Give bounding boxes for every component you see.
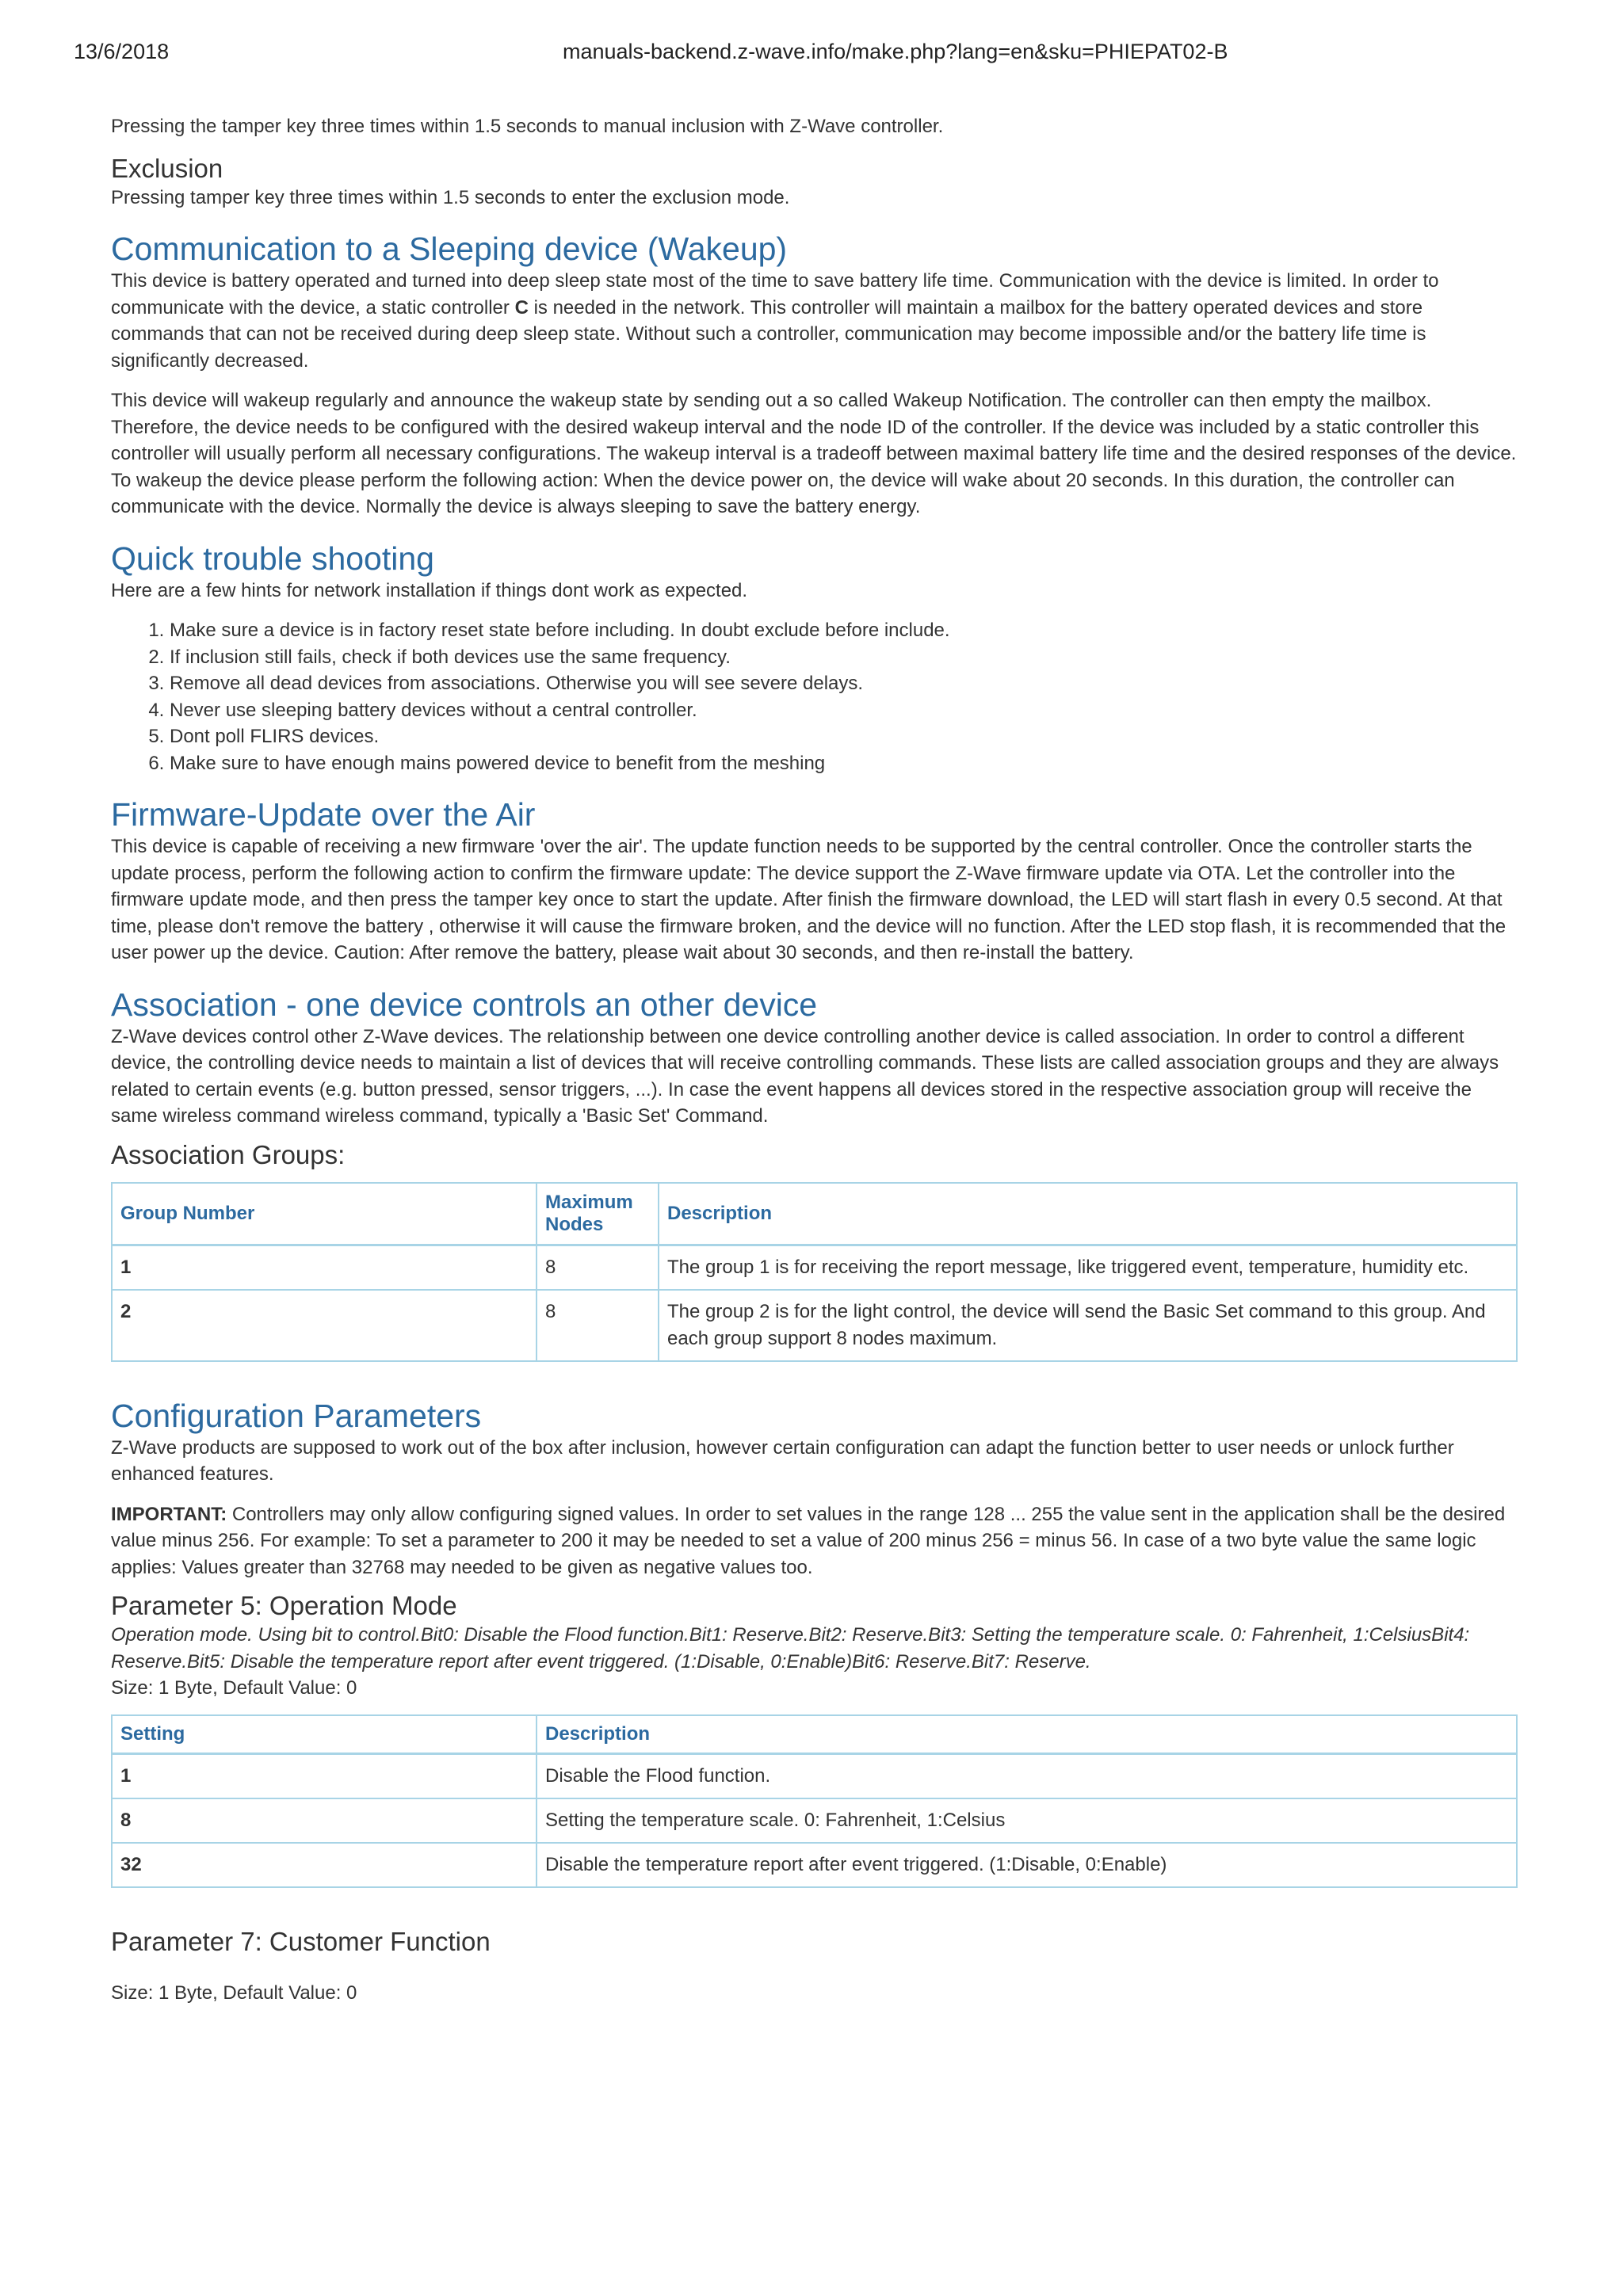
firmware-heading: Firmware-Update over the Air: [111, 796, 536, 833]
column-header: Maximum Nodes: [537, 1183, 659, 1245]
configuration-heading: Configuration Parameters: [111, 1397, 482, 1434]
group-description: The group 2 is for the light control, the device will send the Basic Set command to this group. And each group support 8 nodes maximum.: [659, 1290, 1517, 1361]
list-item: 6. Make sure to have enough mains powered device to benefit from the meshing: [170, 750, 1518, 777]
association-groups-table: [111, 1182, 1518, 1362]
troubleshooting-heading: Quick trouble shooting: [111, 540, 434, 577]
list-item: 2. If inclusion still fails, check if both devices use the same frequency.: [170, 644, 1518, 671]
table-row: [112, 1245, 1517, 1290]
setting-value: 32: [112, 1843, 537, 1887]
list-item: 3. Remove all dead devices from associations. Otherwise you will see severe delays.: [170, 670, 1518, 697]
setting-value: 8: [112, 1798, 537, 1843]
list-item: 4. Never use sleeping battery devices without a central controller.: [170, 697, 1518, 724]
firmware-text: This device is capable of receiving a new firmware 'over the air'. The update function needs to be supported by the central controller. Once the controller starts the update process, perform the following action to confirm the firmware update: The device support the Z-Wave firmware update via OTA. Let the controller into the firmware update mode, and then press the tamper key once to start the update. After finish the firmware download, the LED will start flash in every 0.5 second. At that time, please don't remove the battery , otherwise it will cause the firmware broken, and the device will no function. After the LED stop flash, it is recommended that the user power up the device. Caution: After remove the battery, please wait about 30 seconds, and then re-install the battery.: [111, 836, 1507, 963]
exclusion-heading: Exclusion: [111, 153, 223, 183]
list-item: 1. Make sure a device is in factory reset state before including. In doubt exclude before include.: [170, 617, 1518, 644]
exclusion-text: Pressing tamper key three times within 1.5 seconds to enter the exclusion mode.: [111, 186, 790, 208]
group-number: 2: [112, 1290, 537, 1361]
inclusion-text: Pressing the tamper key three times within 1.5 seconds to manual inclusion with Z-Wave controller.: [111, 116, 944, 137]
print-header: [0, 40, 1623, 71]
configuration-intro: Z-Wave products are supposed to work out of the box after inclusion, however certain configuration can adapt the function better to user needs or unlock further enhanced features.: [111, 1436, 1454, 1485]
column-header: Description: [537, 1715, 1517, 1754]
manual-content: [111, 113, 1518, 2006]
column-header: Description: [659, 1183, 1517, 1245]
table-header-row: [112, 1183, 1517, 1245]
table-row: [112, 1843, 1517, 1887]
troubleshooting-intro: Here are a few hints for network installation if things dont work as expected.: [111, 579, 748, 601]
column-header: Setting: [112, 1715, 537, 1754]
table-header-row: [112, 1715, 1517, 1754]
column-header: Group Number: [112, 1183, 537, 1245]
wakeup-paragraph-2: This device will wakeup regularly and announce the wakeup state by sending out a so called Wakeup Notification. The controller can then empty the mailbox. Therefore, the device needs to be configured with the desired wakeup interval and the node ID of the controller. If the device was included by a static controller this controller will usually perform all necessary configurations. The wakeup interval is a tradeoff between maximal battery life time and the desired responses of the device. To wakeup the device please perform the following action: When the device power on, the device will wake about 20 seconds. In this duration, the controller can communicate with the device. Normally the device is always sleeping to save the battery energy.: [111, 390, 1517, 517]
troubleshooting-list: [111, 617, 1518, 776]
list-item: 5. Dont poll FLIRS devices.: [170, 723, 1518, 750]
wakeup-paragraph-1: This device is battery operated and turned into deep sleep state most of the time to save battery life time. Communication with the device is limited. In order to communicate with the device, a static controller C is needed in the network. This controller will maintain a mailbox for the battery operated devices and store commands that can not be received during deep sleep state. Without such a controller, communication may become impossible and/or the battery life time is significantly decreased.: [111, 270, 1439, 372]
table-row: [112, 1290, 1517, 1361]
group-number: 1: [112, 1245, 537, 1290]
param7-size: Size: 1 Byte, Default Value: 0: [111, 1981, 357, 2004]
setting-description: Disable the temperature report after event triggered. (1:Disable, 0:Enable): [537, 1843, 1517, 1887]
param7-heading: Parameter 7: Customer Function: [111, 1926, 491, 1956]
print-date: 13/6/2018: [74, 40, 170, 63]
association-heading: Association - one device controls an other device: [111, 986, 818, 1023]
max-nodes: 8: [537, 1245, 659, 1290]
max-nodes: 8: [537, 1290, 659, 1361]
setting-value: 1: [112, 1753, 537, 1798]
wakeup-heading: Communication to a Sleeping device (Wakeup): [111, 231, 788, 267]
setting-description: Setting the temperature scale. 0: Fahrenheit, 1:Celsius: [537, 1798, 1517, 1843]
param5-size: Size: 1 Byte, Default Value: 0: [111, 1677, 357, 1699]
param5-settings-table: [111, 1714, 1518, 1888]
table-row: [112, 1753, 1517, 1798]
param5-description: Operation mode. Using bit to control.Bit0: Disable the Flood function.Bit1: Reserve.Bit2: Reserve.Bit3: Setting the temperature scale. 0: Fahrenheit, 1:CelsiusBit4: Reserve.Bit5: Disable the temperature report after event triggered. (1:Disable, 0:Enable)Bit6: Reserve.Bit7: Reserve.: [111, 1624, 1470, 1672]
param5-heading: Parameter 5: Operation Mode: [111, 1591, 457, 1620]
association-groups-heading: Association Groups:: [111, 1139, 346, 1169]
print-url: manuals-backend.z-wave.info/make.php?lang=en&sku=PHIEPAT02-B: [563, 40, 1228, 63]
association-text: Z-Wave devices control other Z-Wave devices. The relationship between one device controlling another device is called association. In order to control a different device, the controlling device needs to maintain a list of devices that will receive controlling commands. These lists are called association groups and they are always related to certain events (e.g. button pressed, sensor triggers, ...). In case the event happens all devices stored in the respective association group will receive the same wireless command wireless command, typically a 'Basic Set' Command.: [111, 1025, 1499, 1127]
group-description: The group 1 is for receiving the report message, like triggered event, temperature, humidity etc.: [659, 1245, 1517, 1290]
setting-description: Disable the Flood function.: [537, 1753, 1517, 1798]
configuration-important: IMPORTANT: Controllers may only allow configuring signed values. In order to set values in the range 128 ... 255 the value sent in the application shall be the desired value minus 256. For example: To set a parameter to 200 it may be needed to set a value of 200 minus 256 = minus 56. In case of a two byte value the same logic applies: Values greater than 32768 may needed to be given as negative values too.: [111, 1503, 1506, 1578]
table-row: [112, 1798, 1517, 1843]
